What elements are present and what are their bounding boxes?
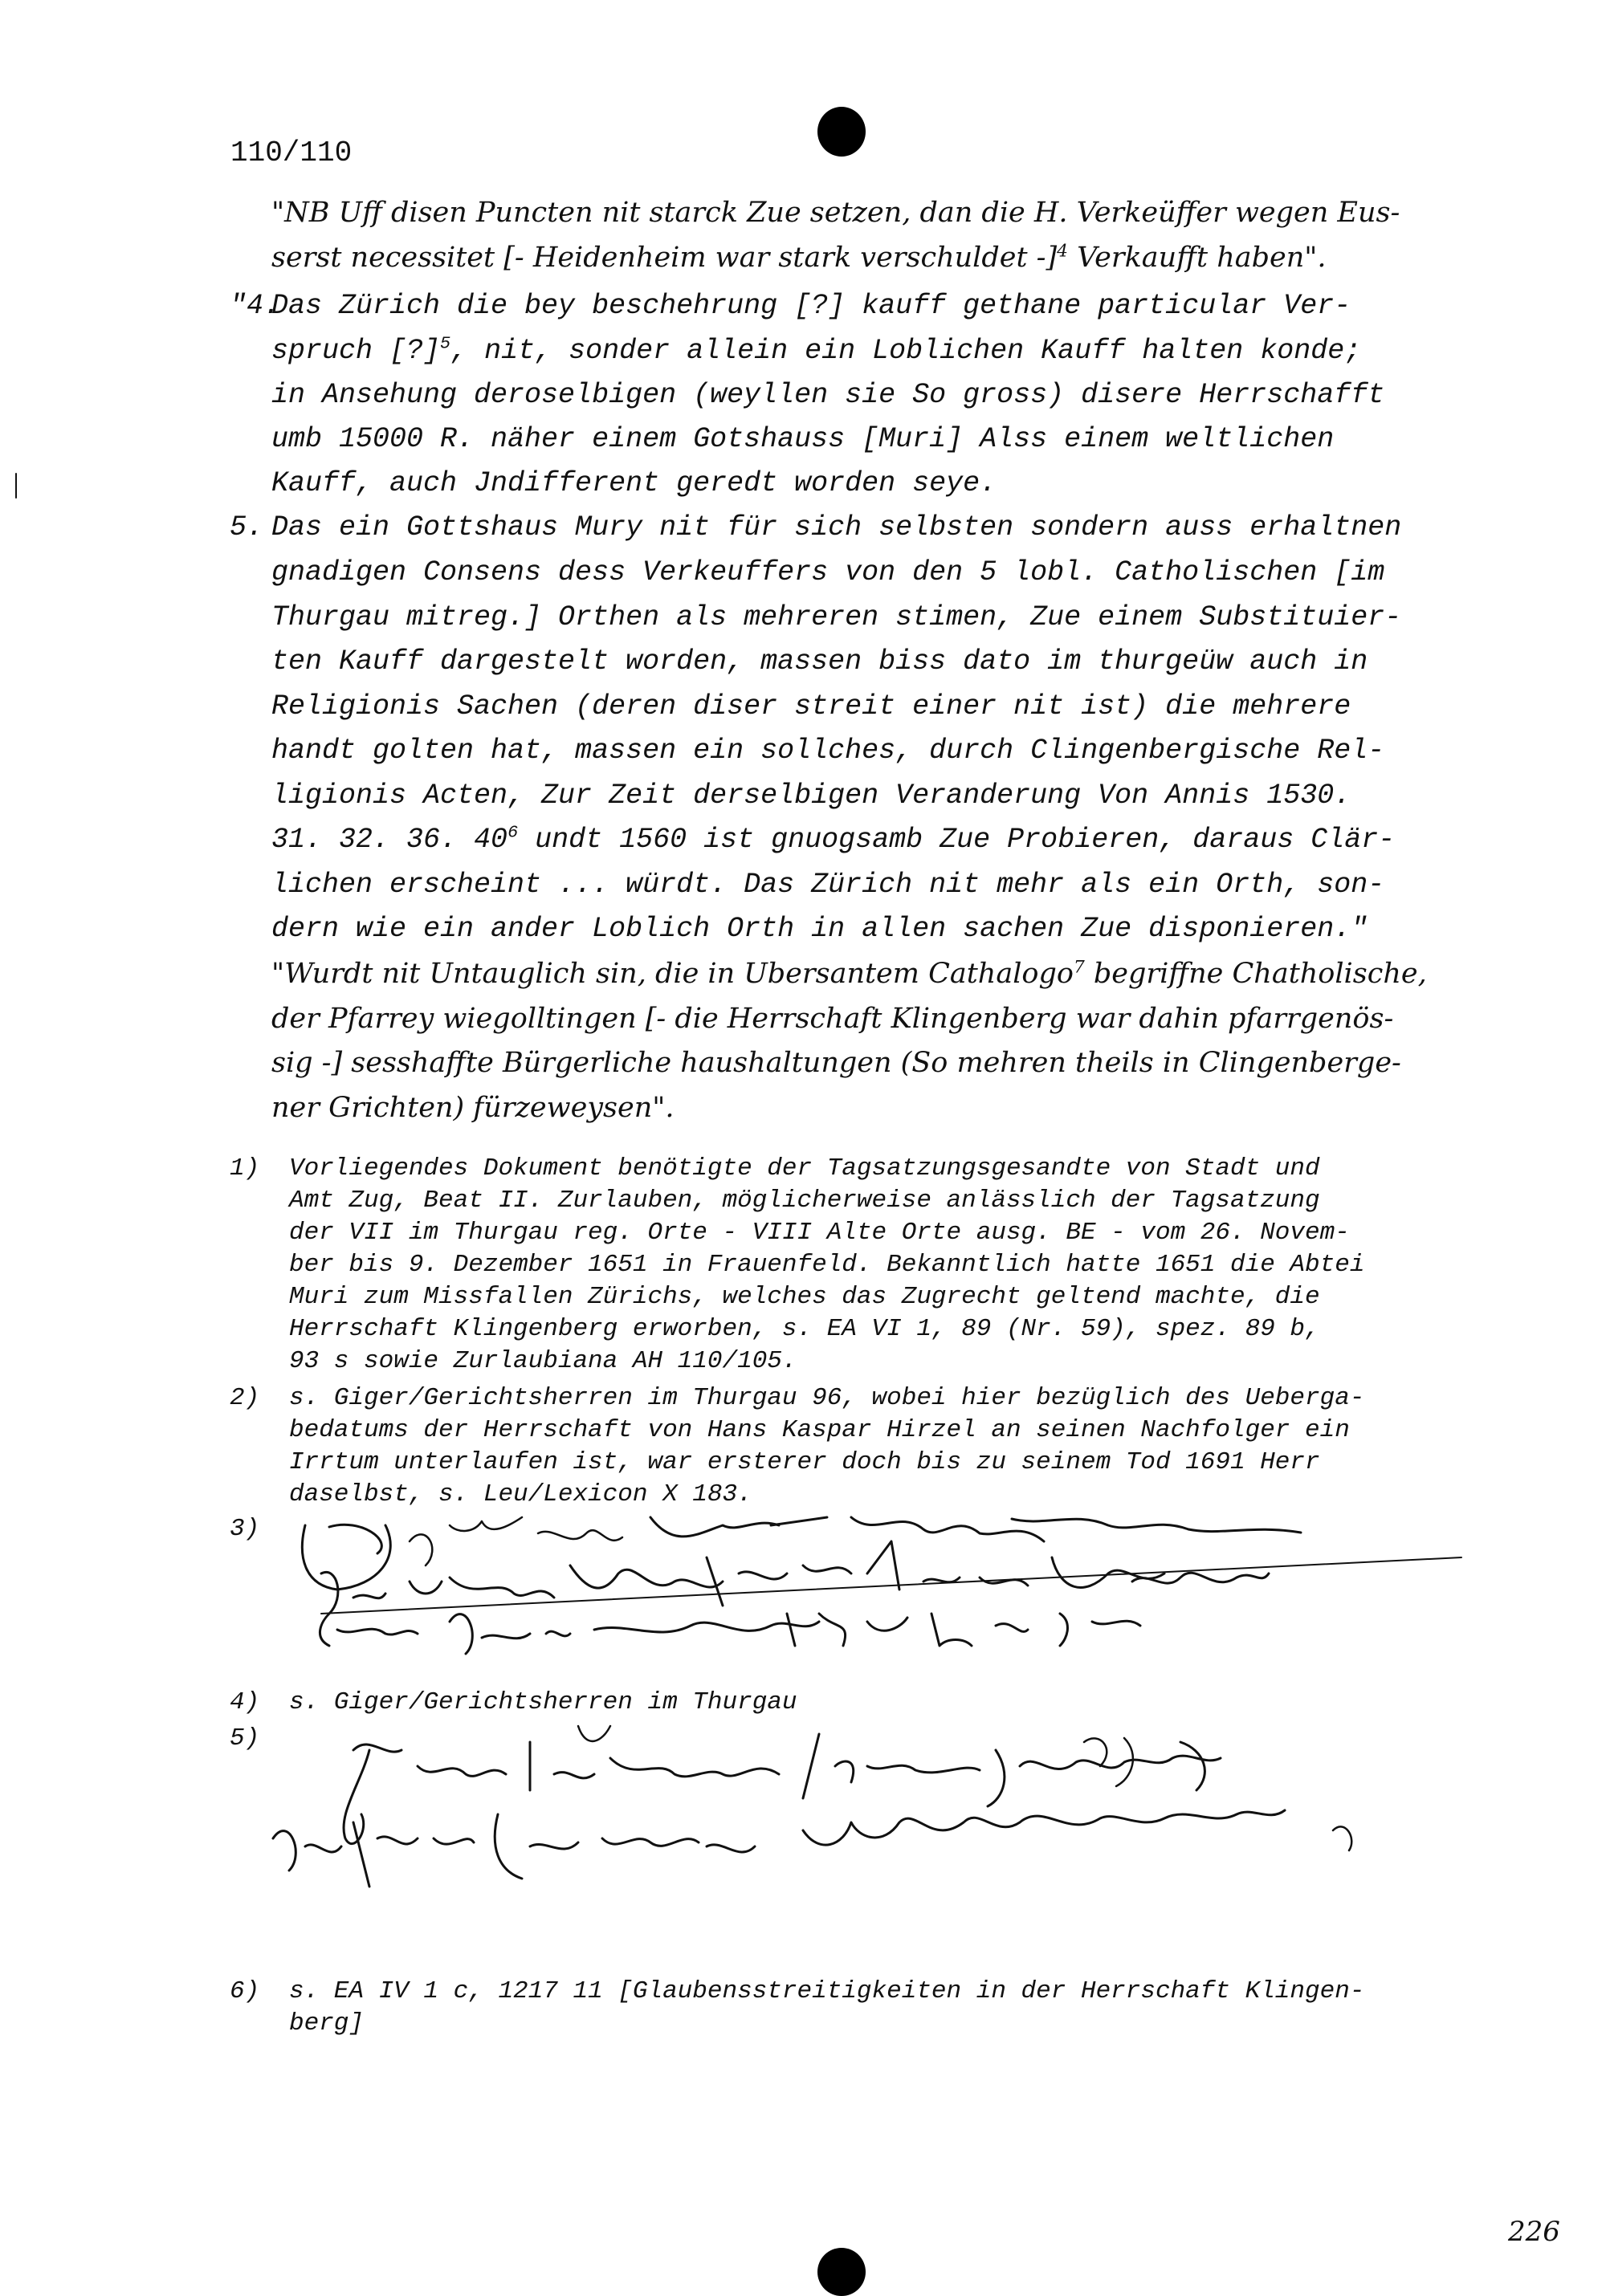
item-5-line-1: Das ein Gottshaus Mury nit für sich selbsten sondern auss erhaltnen <box>271 511 1402 543</box>
item-4-line-5: Kauff, auch Jndifferent geredt worden seye. <box>271 467 997 499</box>
item-5-line-8-end: undt 1560 ist gnuogsamb Zue Probieren, daraus Clär- <box>518 824 1396 856</box>
footnote-4-marker: 4) <box>230 1688 260 1716</box>
footnote-6-marker: 6) <box>230 1977 260 2005</box>
item-4-line-1: Das Zürich die bey beschehrung [?] kauff gethane particular Ver- <box>271 290 1351 322</box>
handwritten-excerpt-footnote-3 <box>289 1509 1494 1670</box>
footnote-4-line-1: s. Giger/Gerichtsherren im Thurgau <box>289 1688 797 1716</box>
footnote-1-line-2: Amt Zug, Beat II. Zurlauben, möglicherweise anlässlich der Tagsatzung <box>289 1187 1320 1215</box>
footnote-6-line-2: berg] <box>289 2009 365 2037</box>
footnote-3-marker: 3) <box>230 1515 260 1543</box>
quote-wurdt-line-1-text: "Wurdt nit Untauglich sin, die in Ubersantem Cathalogo <box>271 958 1074 990</box>
footnote-1-line-6: Herrschaft Klingenberg erworben, s. EA VI 1, 89 (Nr. 59), spez. 89 b, <box>289 1315 1320 1343</box>
item-5-line-8-text: 31. 32. 36. 40 <box>271 824 508 856</box>
quote-nb-line-1: "NB Uff disen Puncten nit starck Zue setzen, dan die H. Verkeüffer wegen Eus- <box>271 197 1400 229</box>
item-4-line-2-end: , nit, sonder allein ein Loblichen Kauff halten konde; <box>450 335 1362 367</box>
quote-nb-line-2 <box>271 235 1327 280</box>
quote-wurdt-line-1-end: begriffne Chatholische, <box>1084 958 1427 990</box>
quote-wurdt-line-4: ner Grichten) fürzeweysen". <box>271 1092 675 1124</box>
item-5-number: 5. <box>230 511 264 543</box>
item-5-line-8 <box>271 817 1395 862</box>
footnote-1-marker: 1) <box>230 1154 260 1183</box>
item-5-line-6: handt golten hat, massen ein sollches, durch Clingenbergische Rel- <box>271 735 1385 767</box>
quote-nb-line-2-end: Verkaufft haben". <box>1067 242 1327 274</box>
footnote-1-line-4: ber bis 9. Dezember 1651 in Frauenfeld. Bekanntlich hatte 1651 die Abtei <box>289 1251 1365 1279</box>
item-5-line-2: gnadigen Consens dess Verkeuffers von den 5 lobl. Catholischen [im <box>271 556 1385 588</box>
page-number: 226 <box>1508 2216 1560 2248</box>
item-4-line-3: in Ansehung deroselbigen (weyllen sie So gross) disere Herrschafft <box>271 379 1385 411</box>
quote-wurdt-line-1 <box>271 951 1427 996</box>
footnote-ref-6: 6 <box>507 822 519 843</box>
footnote-2-line-2: bedatums der Herrschaft von Hans Kaspar Hirzel an seinen Nachfolger ein <box>289 1416 1350 1444</box>
footnote-1-line-5: Muri zum Missfallen Zürichs, welches das Zugrecht geltend machte, die <box>289 1283 1320 1311</box>
punch-hole-top <box>817 107 866 157</box>
footnote-2-marker: 2) <box>230 1384 260 1412</box>
quote-wurdt-line-3: sig -] sesshaffte Bürgerliche haushaltungen (So mehren theils in Clingenberge- <box>271 1047 1401 1079</box>
quote-wurdt-line-2: der Pfarrey wiegolltingen [- die Herrschaft Klingenberg war dahin pfarrgenös- <box>271 1003 1394 1035</box>
item-5-line-5: Religionis Sachen (deren diser streit einer nit ist) die mehrere <box>271 690 1351 723</box>
item-5-line-10: dern wie ein ander Loblich Orth in allen sachen Zue disponieren." <box>271 913 1368 945</box>
footnote-1-line-3: der VII im Thurgau reg. Orte - VIII Alte Orte ausg. BE - vom 26. Novem- <box>289 1219 1350 1247</box>
item-4-line-2 <box>271 328 1361 373</box>
punch-hole-bottom <box>817 2248 866 2296</box>
margin-mark <box>8 470 24 502</box>
item-4-number: "4. <box>230 290 281 322</box>
footnote-2-line-1: s. Giger/Gerichtsherren im Thurgau 96, wobei hier bezüglich des Ueberga- <box>289 1384 1365 1412</box>
item-5-line-9: lichen erscheint ... würdt. Das Zürich nit mehr als ein Orth, son- <box>271 869 1385 901</box>
handwritten-excerpt-footnote-5 <box>257 1718 1461 1903</box>
footnote-1-line-1: Vorliegendes Dokument benötigte der Tagsatzungsgesandte von Stadt und <box>289 1154 1320 1183</box>
item-4-line-2-text: spruch [?] <box>271 335 441 367</box>
quote-nb-line-2-text: serst necessitet [- Heidenheim war stark verschuldet -] <box>271 242 1058 274</box>
footnote-1-line-7: 93 s sowie Zurlaubiana AH 110/105. <box>289 1347 797 1375</box>
document-number: 110/110 <box>230 136 353 169</box>
footnote-5-marker: 5) <box>230 1724 260 1753</box>
footnote-6-line-1: s. EA IV 1 c, 1217 11 [Glaubensstreitigkeiten in der Herrschaft Klingen- <box>289 1977 1365 2005</box>
footnote-2-line-4: daselbst, s. Leu/Lexicon X 183. <box>289 1480 752 1508</box>
item-5-line-7: ligionis Acten, Zur Zeit derselbigen Veranderung Von Annis 1530. <box>271 780 1351 812</box>
footnote-ref-5: 5 <box>440 333 451 354</box>
footnote-ref-7: 7 <box>1073 957 1085 978</box>
item-4-line-4: umb 15000 R. näher einem Gotshauss [Muri] Alss einem weltlichen <box>271 423 1335 455</box>
item-5-line-3: Thurgau mitreg.] Orthen als mehreren stimen, Zue einem Substituier- <box>271 601 1402 633</box>
item-5-line-4: ten Kauff dargestelt worden, massen biss dato im thurgeüw auch in <box>271 645 1368 678</box>
footnote-2-line-3: Irrtum unterlaufen ist, war ersterer doch bis zu seinem Tod 1691 Herr <box>289 1448 1320 1476</box>
footnote-ref-4: 4 <box>1057 241 1068 262</box>
